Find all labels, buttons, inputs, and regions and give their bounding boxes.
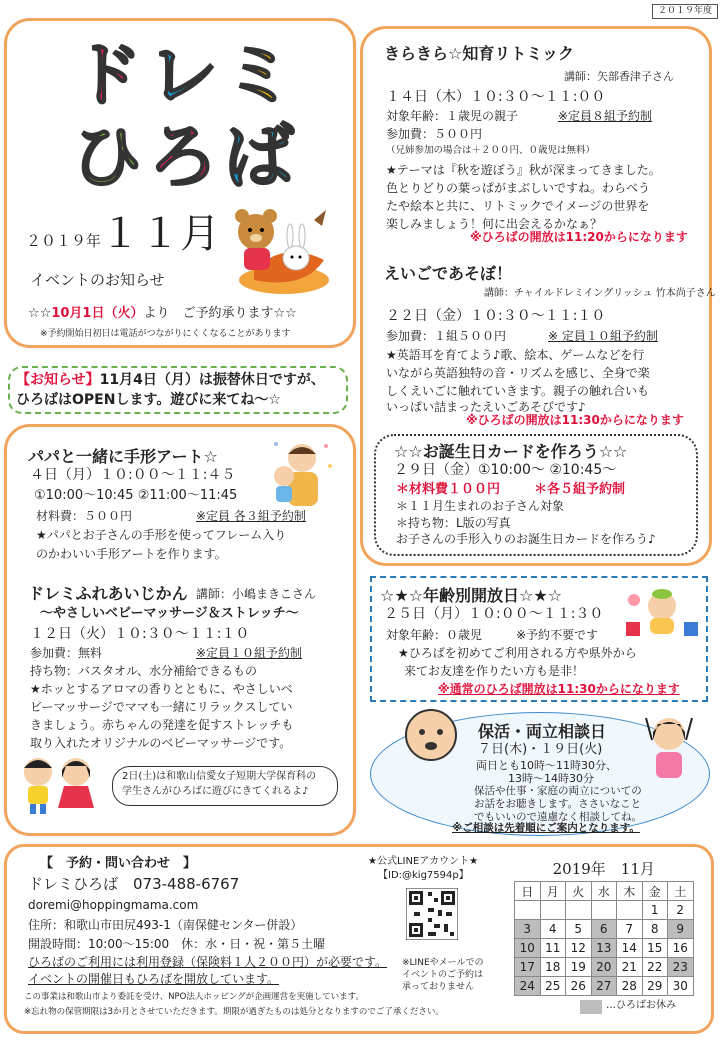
rhythmic-desc3: 楽しみましょう！何に出会えるかなぁ？ [386,217,603,231]
fureai-items: 持ち物：バスタオル、水分補給できるもの [30,664,258,678]
title-char-2: ミ [224,34,294,116]
month: １１月 [100,211,220,257]
fureai-desc0: ★ホッとするアロマの香りとともに、やさしいベ [30,682,293,696]
english-open-note: ※ひろばの開放は11:30からになります [466,413,684,427]
contact-registration: ひろばのご利用には利用登録（保険料１人２００円）が必要です。 [28,955,388,969]
rhythmic-title: きらきら☆知育リトミック [384,44,575,63]
line-note3: 承っておりません [402,982,475,992]
rhythmic-fee-note: （兄姉参加の場合は＋２００円、０歳児は無料） [386,145,596,156]
notice-line1: 【お知らせ】11月4日（月）は振替休日ですが、 [16,372,325,388]
birthday-target: ＊１１月生まれのお子さん対象 [396,499,565,513]
title-char-1: レ [148,34,218,116]
calendar-date: 23 [668,958,694,977]
calendar-date [540,901,566,920]
calendar-date: 2 [668,901,694,920]
contact-always-open: イベントの開催日もひろばを開放しています。 [28,972,280,986]
age-open-desc2: 来てお友達を作りたい方も是非！ [404,664,585,678]
age-open-noreserve: ※予約不要です [516,628,599,642]
papa-title: パパと一緒に手形アート☆ [28,447,218,466]
age-open-date: ２５日（月）１０:００～１１:３０ [384,606,604,622]
fureai-subtitle: ～やさしいベビーマッサージ＆ストレッチ～ [40,606,299,621]
calendar-date: 6 [591,920,617,939]
contact-name-tel: ドレミひろば 073-488-6767 [28,875,240,893]
english-desc1: いながら英語独特の音・リズムを感じ、全身で楽 [386,366,650,380]
calendar-date: 3 [515,920,541,939]
notice-line2: ひろばはOPENします。遊びに来てね～☆ [16,392,281,408]
kids-illustration [14,752,104,816]
consult-desc0: 保活や仕事・家庭の両立についての [474,785,642,797]
consult-time2: 13時～14時30分 [508,772,594,785]
reserve-note: ※予約開始日初日は電話がつながりにくくなることがあります [40,329,291,339]
closed-legend-swatch [580,1000,602,1014]
rhythmic-desc2: たや絵本と共に、リトミックでイメージの世界を [386,199,650,213]
fureai-desc3: 取り入れたオリジナルのベビーマッサージです。 [30,736,292,750]
calendar-date [566,901,592,920]
consult-desc2: でもいいので遠慮なく相談してね。 [474,811,642,823]
calendar-day-header: 火 [566,882,592,901]
calendar-date: 19 [566,958,592,977]
baby-toys-illustration [622,582,702,640]
baby-face-icon [402,706,460,764]
bubble-line2: 学生さんがひろばに遊びにきてくれるよ♪ [122,786,309,797]
calendar-date: 25 [540,977,566,996]
calendar-date: 26 [566,977,592,996]
fureai-lecturer: 講師：小嶋まきこさん [196,587,317,601]
calendar-date: 17 [515,958,541,977]
closed-legend-label: …ひろばお休み [606,1000,676,1011]
fureai-fee: 参加費：無料 [30,646,103,660]
calendar-date: 8 [642,920,668,939]
calendar-date: 4 [540,920,566,939]
contact-title: 【 予約・問い合わせ 】 [40,856,197,871]
age-open-target: 対象年齢：０歳児 [386,628,483,642]
papa-capacity: ※定員 各３組予約制 [196,509,306,523]
fureai-title: ドレミふれあいじかん [28,584,188,603]
bubble-line1: 2日(土)は和歌山信愛女子短期大学保育科の [122,771,317,782]
calendar-date: 21 [617,958,643,977]
contact-email: doremi@hoppingmama.com [28,898,199,912]
calendar-date [515,901,541,920]
fureai-desc2: きましょう。赤ちゃんの発達を促すストレッチも [30,718,294,732]
calendar-date: 13 [591,939,617,958]
year-tag: ２０１９年度 [652,4,718,19]
english-desc2: しくえいごに触れていきます。親子の触れ合いも [386,384,650,398]
papa-slots: ①10:00～10:45 ②11:00～11:45 [34,488,238,503]
rhythmic-desc0: ★テーマは『秋を遊ぼう』秋が深まってきました。 [386,163,661,177]
calendar-date: 15 [642,939,668,958]
calendar-date: 5 [566,920,592,939]
calendar-date: 14 [617,939,643,958]
papa-desc2: のかわいい手形アートを作ります。 [36,547,227,561]
rhythmic-open-note: ※ひろばの開放は11:20からになります [470,230,688,244]
fureai-capacity: ※定員１０組予約制 [196,646,303,660]
calendar [514,858,694,996]
calendar-date: 12 [566,939,592,958]
reserve-line: ☆☆10月1日（火）より ご予約承ります☆☆ [28,306,297,321]
english-capacity: ※ 定員１０組予約制 [548,329,658,343]
english-fee: 参加費：１組５００円 [386,329,507,343]
contact-address: 住所：和歌山市田尻493-1（南保健センター併設） [28,918,303,932]
calendar-date: 29 [642,977,668,996]
rhythmic-capacity: ※定員８組予約制 [558,109,653,123]
calendar-date: 9 [668,920,694,939]
calendar-date: 10 [515,939,541,958]
contact-foot2: ※忘れ物の保管期限は3か月とさせていただきます。期限が過ぎたものは処分となりますのでご了承ください。 [24,1007,444,1017]
title-char-5: ば [224,116,294,198]
line-note1: ※LINEやメールでの [402,958,484,968]
girl-waving-icon [640,710,698,784]
rhythmic-lecturer: 講師：矢部香津子さん [564,70,674,83]
english-desc3: いっぱい詰まったえいごあそびです♪ [386,400,586,414]
calendar-date [591,901,617,920]
calendar-date: 28 [617,977,643,996]
calendar-date [617,901,643,920]
birthday-desc: お子さんの手形入りのお誕生日カードを作ろう♪ [396,532,656,546]
calendar-title: 2019年 11月 [552,860,655,878]
month-year: ２０１９年 [26,232,102,250]
calendar-day-header: 金 [642,882,668,901]
birthday-date: ２９日（金）①10:00～ ②10:45～ [394,462,617,478]
title-char-4: ろ [148,116,218,198]
calendar-day-header: 日 [515,882,541,901]
birthday-items: ＊持ち物：L版の写真 [396,516,511,530]
rhythmic-desc1: 色とりどりの葉っぱがまぶしいですね。わらべう [386,181,651,195]
birthday-fee: ＊材料費１００円 [396,482,501,497]
calendar-date: 27 [591,977,617,996]
age-open-title: ☆★☆年齢別開放日☆★☆ [380,586,563,605]
doremi-title [72,34,302,200]
calendar-date: 11 [540,939,566,958]
fureai-desc1: ビーマッサージでママも一緒にリラックスしてい [30,700,293,714]
english-desc0: ★英語耳を育てよう♪歌、絵本、ゲームなどを行 [386,348,645,362]
papa-fee: 材料費：５００円 [36,509,133,523]
age-open-desc1: ★ひろばを初めてご利用される方や県外から [398,646,637,660]
calendar-day-header: 月 [540,882,566,901]
birthday-capacity: ＊各５組予約制 [534,482,626,497]
calendar-date: 22 [642,958,668,977]
bear-rabbit-illustration [214,200,334,300]
consult-note: ※ご相談は先着順にご案内となります。 [452,822,640,834]
calendar-date: 16 [668,939,694,958]
events-label: イベントのお知らせ [30,271,165,289]
calendar-date: 24 [515,977,541,996]
line-id: 【ID:@kig7594p】 [378,870,469,881]
contact-foot1: この事業は和歌山市より委託を受け、NPO法人ホッピングが企画運営を実施しています。 [24,992,364,1002]
consult-date: ７日(木)・１９日(火) [478,742,603,757]
consult-desc1: お話をお聴きします。ささいなこと [474,798,642,810]
english-date: ２２日（金）１０:３０～１１:１０ [386,308,606,324]
title-char-3: ひ [72,116,142,198]
calendar-day-header: 水 [591,882,617,901]
line-qr-code[interactable] [406,888,458,940]
papa-date: ４日（月）１０:００～１１:４５ [30,467,236,483]
line-note2: イベントのご予約は [402,970,484,980]
consult-time1: 両日とも10時～11時30分、 [476,759,617,772]
age-open-note: ※通常のひろば開放は11:30からになります [438,682,680,696]
calendar-date: 18 [540,958,566,977]
english-title: えいごであそぼ！ [384,264,513,283]
birthday-title: ☆☆お誕生日カードを作ろう☆☆ [394,442,628,461]
calendar-date: 30 [668,977,694,996]
calendar-day-header: 木 [617,882,643,901]
consult-title: 保活・両立相談日 [478,722,607,741]
calendar-date: 1 [642,901,668,920]
line-label: ★公式LINEアカウント★ [368,856,479,867]
english-lecturer: 講師：チャイルドレミイングリッシュ 竹本尚子さん [484,288,716,299]
fureai-date: １２日（火）１０:３０～１１:１０ [30,626,250,642]
papa-desc1: ★パパとお子さんの手形を使ってフレーム入り [36,528,287,542]
calendar-day-header: 土 [668,882,694,901]
calendar-date: 7 [617,920,643,939]
rhythmic-target: 対象年齢：１歳児の親子 [386,109,519,123]
rhythmic-fee: 参加費：５００円 [386,127,483,141]
contact-hours: 開設時間：10:00～15:00 休：水・日・祝・第５土曜 [28,937,326,951]
rhythmic-date: １４日（木）１０:３０～１１:００ [386,89,606,105]
calendar-date: 20 [591,958,617,977]
title-char-0: ド [72,34,142,116]
father-child-illustration [262,436,338,512]
